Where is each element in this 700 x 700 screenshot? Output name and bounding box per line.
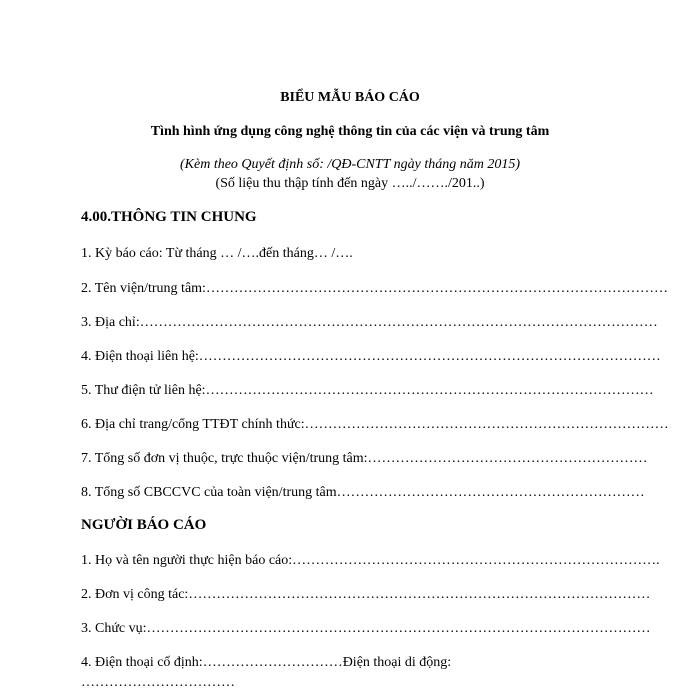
field-address: 3. Địa chỉ:………………………………………………………………………………………………… bbox=[81, 315, 658, 330]
field-unit-count: 7. Tổng số đơn vị thuộc, trực thuộc viện/trung tâm:…………………………………………………… bbox=[81, 451, 648, 466]
field-staff-count: 8. Tổng số CBCCVC của toàn viện/trung tâm………………………………………………………… bbox=[81, 485, 645, 500]
field-contact-email: 5. Thư điện tử liên hệ:…………………………………………………………………………………… bbox=[81, 383, 654, 398]
field-phone-numbers: 4. Điện thoại cố định:…………………………Điện thoại di động: bbox=[81, 655, 452, 670]
field-official-portal: 6. Địa chỉ trang/cổng TTĐT chính thức:…………………………………………………………………… bbox=[81, 417, 669, 432]
data-collection-note: (Số liệu thu thập tính đến ngày …../……./201..) bbox=[215, 176, 485, 191]
form-title: BIỂU MẪU BÁO CÁO bbox=[280, 90, 420, 105]
field-mobile-continuation: …………………………… bbox=[81, 675, 235, 690]
section-heading-reporter: NGƯỜI BÁO CÁO bbox=[81, 517, 207, 533]
form-subtitle: Tình hình ứng dụng công nghệ thông tin của các viện và trung tâm bbox=[150, 124, 550, 139]
field-work-unit: 2. Đơn vị công tác:……………………………………………………………………………………… bbox=[81, 587, 651, 602]
field-contact-phone: 4. Điện thoại liên hệ:……………………………………………………………………………………… bbox=[81, 349, 661, 364]
field-reporter-name: 1. Họ và tên người thực hiện báo cáo:……………………………………………………………………. bbox=[81, 553, 660, 568]
section-heading-general-info: 4.00.THÔNG TIN CHUNG bbox=[81, 209, 257, 225]
field-institute-name: 2. Tên viện/trung tâm:……………………………………………………………………………………… bbox=[81, 281, 668, 296]
field-position: 3. Chức vụ:……………………………………………………………………………………………… bbox=[81, 621, 651, 636]
field-reporting-period: 1. Kỳ báo cáo: Từ tháng … /….đến tháng… /…. bbox=[81, 246, 353, 261]
decision-reference: (Kèm theo Quyết định số: /QĐ-CNTT ngày tháng năm 2015) bbox=[180, 157, 520, 172]
